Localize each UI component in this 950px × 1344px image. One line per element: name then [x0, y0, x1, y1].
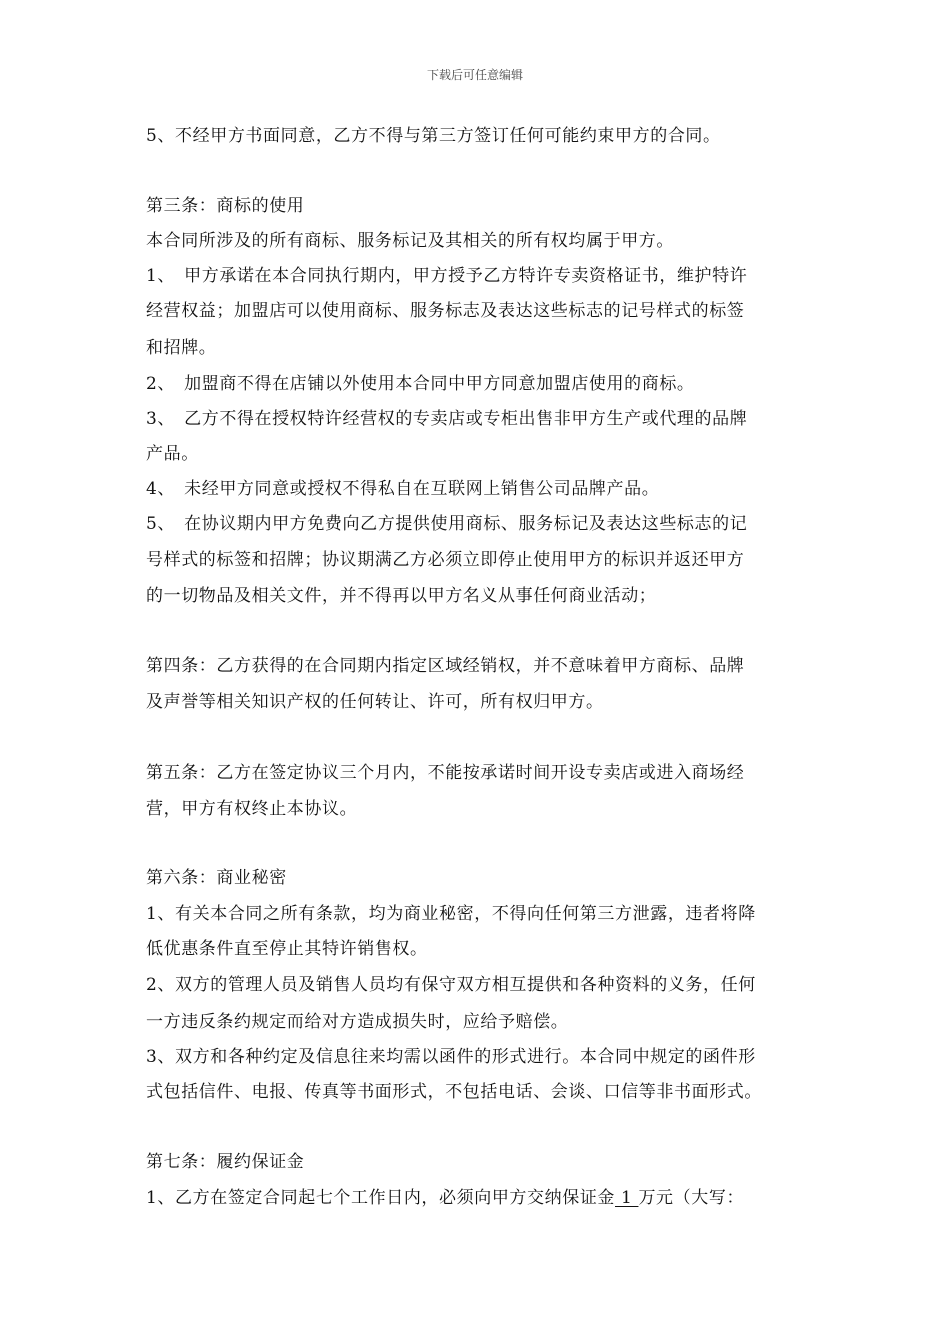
article-3-intro: 本合同所涉及的所有商标、服务标记及其相关的所有权均属于甲方。: [146, 231, 674, 251]
article-7-heading: 第七条：履约保证金: [146, 1152, 305, 1172]
article-6-item-1-line-1: 1、有关本合同之所有条款，均为商业秘密，不得向任何第三方泄露，违者将降: [146, 904, 756, 924]
article-3-item-5-line-1: 5、 在协议期内甲方免费向乙方提供使用商标、服务标记及表达这些标志的记: [146, 514, 748, 534]
article-7-item-1-text-before: 1、乙方在签定合同起七个工作日内，必须向甲方交纳保证金: [146, 1188, 616, 1208]
article-6-item-3-line-2: 式包括信件、电报、传真等书面形式，不包括电话、会谈、口信等非书面形式。: [146, 1082, 762, 1102]
deposit-amount: 1: [615, 1188, 639, 1208]
article-3-item-1-line-3: 和招牌。: [146, 338, 217, 358]
clause-2-item-5: 5、不经甲方书面同意，乙方不得与第三方签订任何可能约束甲方的合同。: [146, 126, 721, 146]
article-3-item-1-line-1: 1、 甲方承诺在本合同执行期内，甲方授予乙方特许专卖资格证书，维护特许: [146, 266, 748, 286]
article-3-heading: 第三条：商标的使用: [146, 196, 305, 216]
article-7-item-1-text-after: 万元（大写：: [638, 1188, 745, 1208]
article-3-item-3-line-2: 产品。: [146, 444, 199, 464]
article-4-line-1: 第四条：乙方获得的在合同期内指定区域经销权，并不意味着甲方商标、品牌: [146, 656, 745, 676]
article-5-line-1: 第五条：乙方在签定协议三个月内，不能按承诺时间开设专卖店或进入商场经: [146, 763, 745, 783]
article-3-item-2: 2、 加盟商不得在店铺以外使用本合同中甲方同意加盟店使用的商标。: [146, 374, 695, 394]
article-7-item-1: [146, 1186, 826, 1210]
article-6-item-2-line-2: 一方违反条约规定而给对方造成损失时，应给予赔偿。: [146, 1012, 569, 1032]
article-6-item-1-line-2: 低优惠条件直至停止其特许销售权。: [146, 939, 428, 959]
page-header: 下载后可任意编辑: [426, 68, 523, 82]
article-6-heading: 第六条：商业秘密: [146, 868, 287, 888]
article-3-item-1-line-2: 经营权益；加盟店可以使用商标、服务标志及表达这些标志的记号样式的标签: [146, 301, 745, 321]
article-6-item-3-line-1: 3、双方和各种约定及信息往来均需以函件的形式进行。本合同中规定的函件形: [146, 1047, 756, 1067]
article-6-item-2-line-1: 2、双方的管理人员及销售人员均有保守双方相互提供和各种资料的义务，任何: [146, 975, 756, 995]
article-3-item-3-line-1: 3、 乙方不得在授权特许经营权的专卖店或专柜出售非甲方生产或代理的品牌: [146, 409, 748, 429]
article-3-item-5-line-2: 号样式的标签和招牌；协议期满乙方必须立即停止使用甲方的标识并返还甲方: [146, 550, 745, 570]
article-5-line-2: 营，甲方有权终止本协议。: [146, 799, 358, 819]
article-4-line-2: 及声誉等相关知识产权的任何转让、许可，所有权归甲方。: [146, 692, 604, 712]
article-3-item-5-line-3: 的一切物品及相关文件，并不得再以甲方名义从事任何商业活动；: [146, 586, 657, 606]
article-3-item-4: 4、 未经甲方同意或授权不得私自在互联网上销售公司品牌产品。: [146, 479, 660, 499]
